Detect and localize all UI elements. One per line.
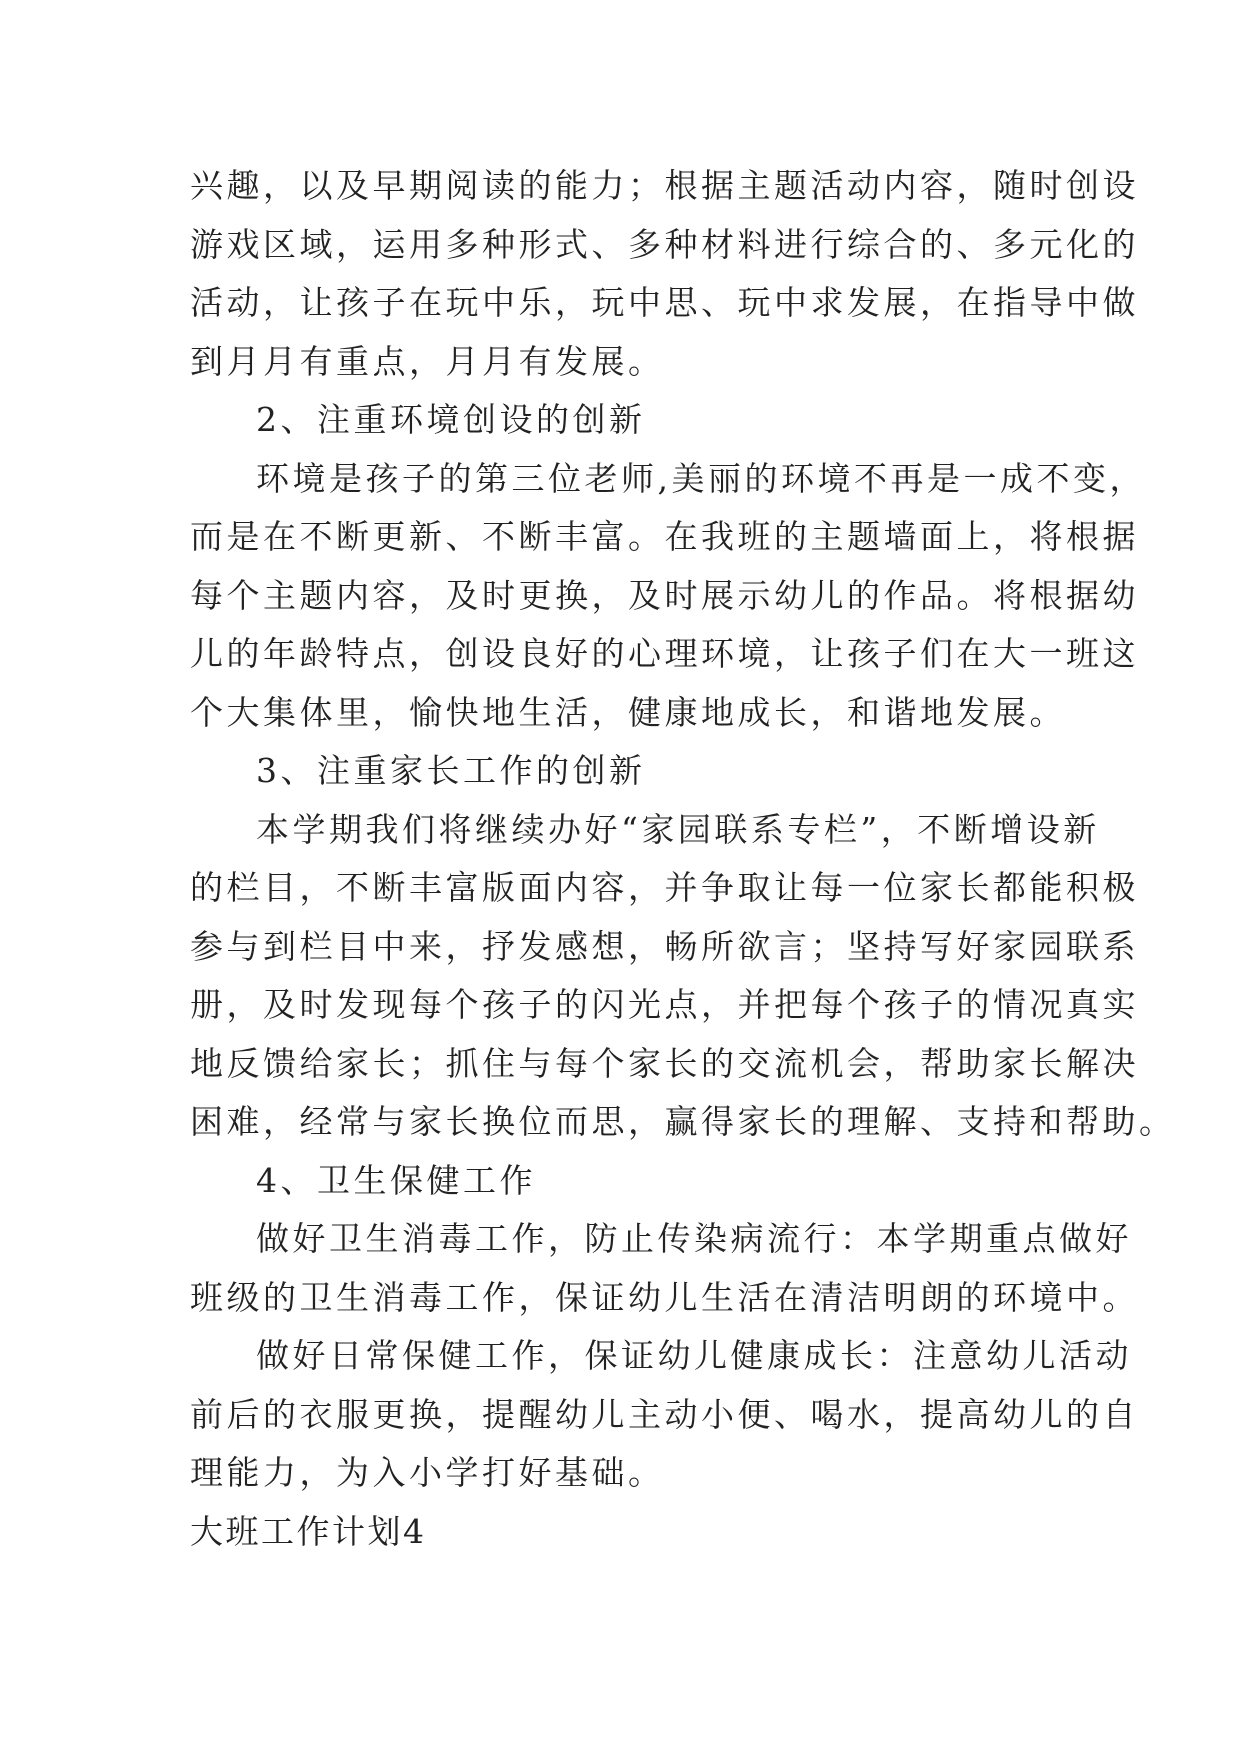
- text-line: 参与到栏目中来，抒发感想，畅所欲言；坚持写好家园联系: [190, 926, 1139, 966]
- section-heading: 4、卫生保健工作: [256, 1160, 536, 1200]
- next-section-title: 大班工作计划4: [190, 1511, 427, 1551]
- text-line: 本学期我们将继续办好“家园联系专栏”，不断增设新: [256, 809, 1100, 849]
- text-line: 的栏目，不断丰富版面内容，并争取让每一位家长都能积极: [190, 868, 1139, 907]
- text-line: 困难，经常与家长换位而思，赢得家长的理解、支持和帮助。: [190, 1102, 1176, 1141]
- text-line: 每个主题内容，及时更换，及时展示幼儿的作品。将根据幼: [190, 575, 1139, 615]
- section-heading: 2、注重环境创设的创新: [256, 400, 646, 439]
- text-line: 做好卫生消毒工作，防止传染病流行：本学期重点做好: [256, 1219, 1132, 1258]
- text-line: 理能力，为入小学打好基础。: [190, 1453, 665, 1492]
- text-line: 个大集体里，愉快地生活，健康地成长，和谐地发展。: [190, 692, 1066, 732]
- text-line: 兴趣，以及早期阅读的能力；根据主题活动内容，随时创设: [190, 166, 1139, 205]
- section-heading: 3、注重家长工作的创新: [256, 751, 646, 790]
- text-line: 班级的卫生消毒工作，保证幼儿生活在清洁明朗的环境中。: [190, 1277, 1139, 1317]
- text-line: 环境是孩子的第三位老师,美丽的环境不再是一成不变，: [256, 458, 1146, 498]
- text-line: 到月月有重点，月月有发展。: [190, 341, 665, 381]
- text-line: 而是在不断更新、不断丰富。在我班的主题墙面上，将根据: [190, 517, 1139, 556]
- text-line: 做好日常保健工作，保证幼儿健康成长：注意幼儿活动: [256, 1336, 1132, 1375]
- text-line: 地反馈给家长；抓住与每个家长的交流机会，帮助家长解决: [190, 1043, 1139, 1083]
- document-body: [190, 157, 1176, 1561]
- text-line: 册，及时发现每个孩子的闪光点，并把每个孩子的情况真实: [190, 985, 1139, 1024]
- text-line: 活动，让孩子在玩中乐，玩中思、玩中求发展，在指导中做: [190, 283, 1139, 322]
- text-line: 游戏区域，运用多种形式、多种材料进行综合的、多元化的: [190, 224, 1139, 264]
- text-line: 前后的衣服更换，提醒幼儿主动小便、喝水，提高幼儿的自: [190, 1394, 1139, 1434]
- text-line: 儿的年龄特点，创设良好的心理环境，让孩子们在大一班这: [190, 634, 1139, 673]
